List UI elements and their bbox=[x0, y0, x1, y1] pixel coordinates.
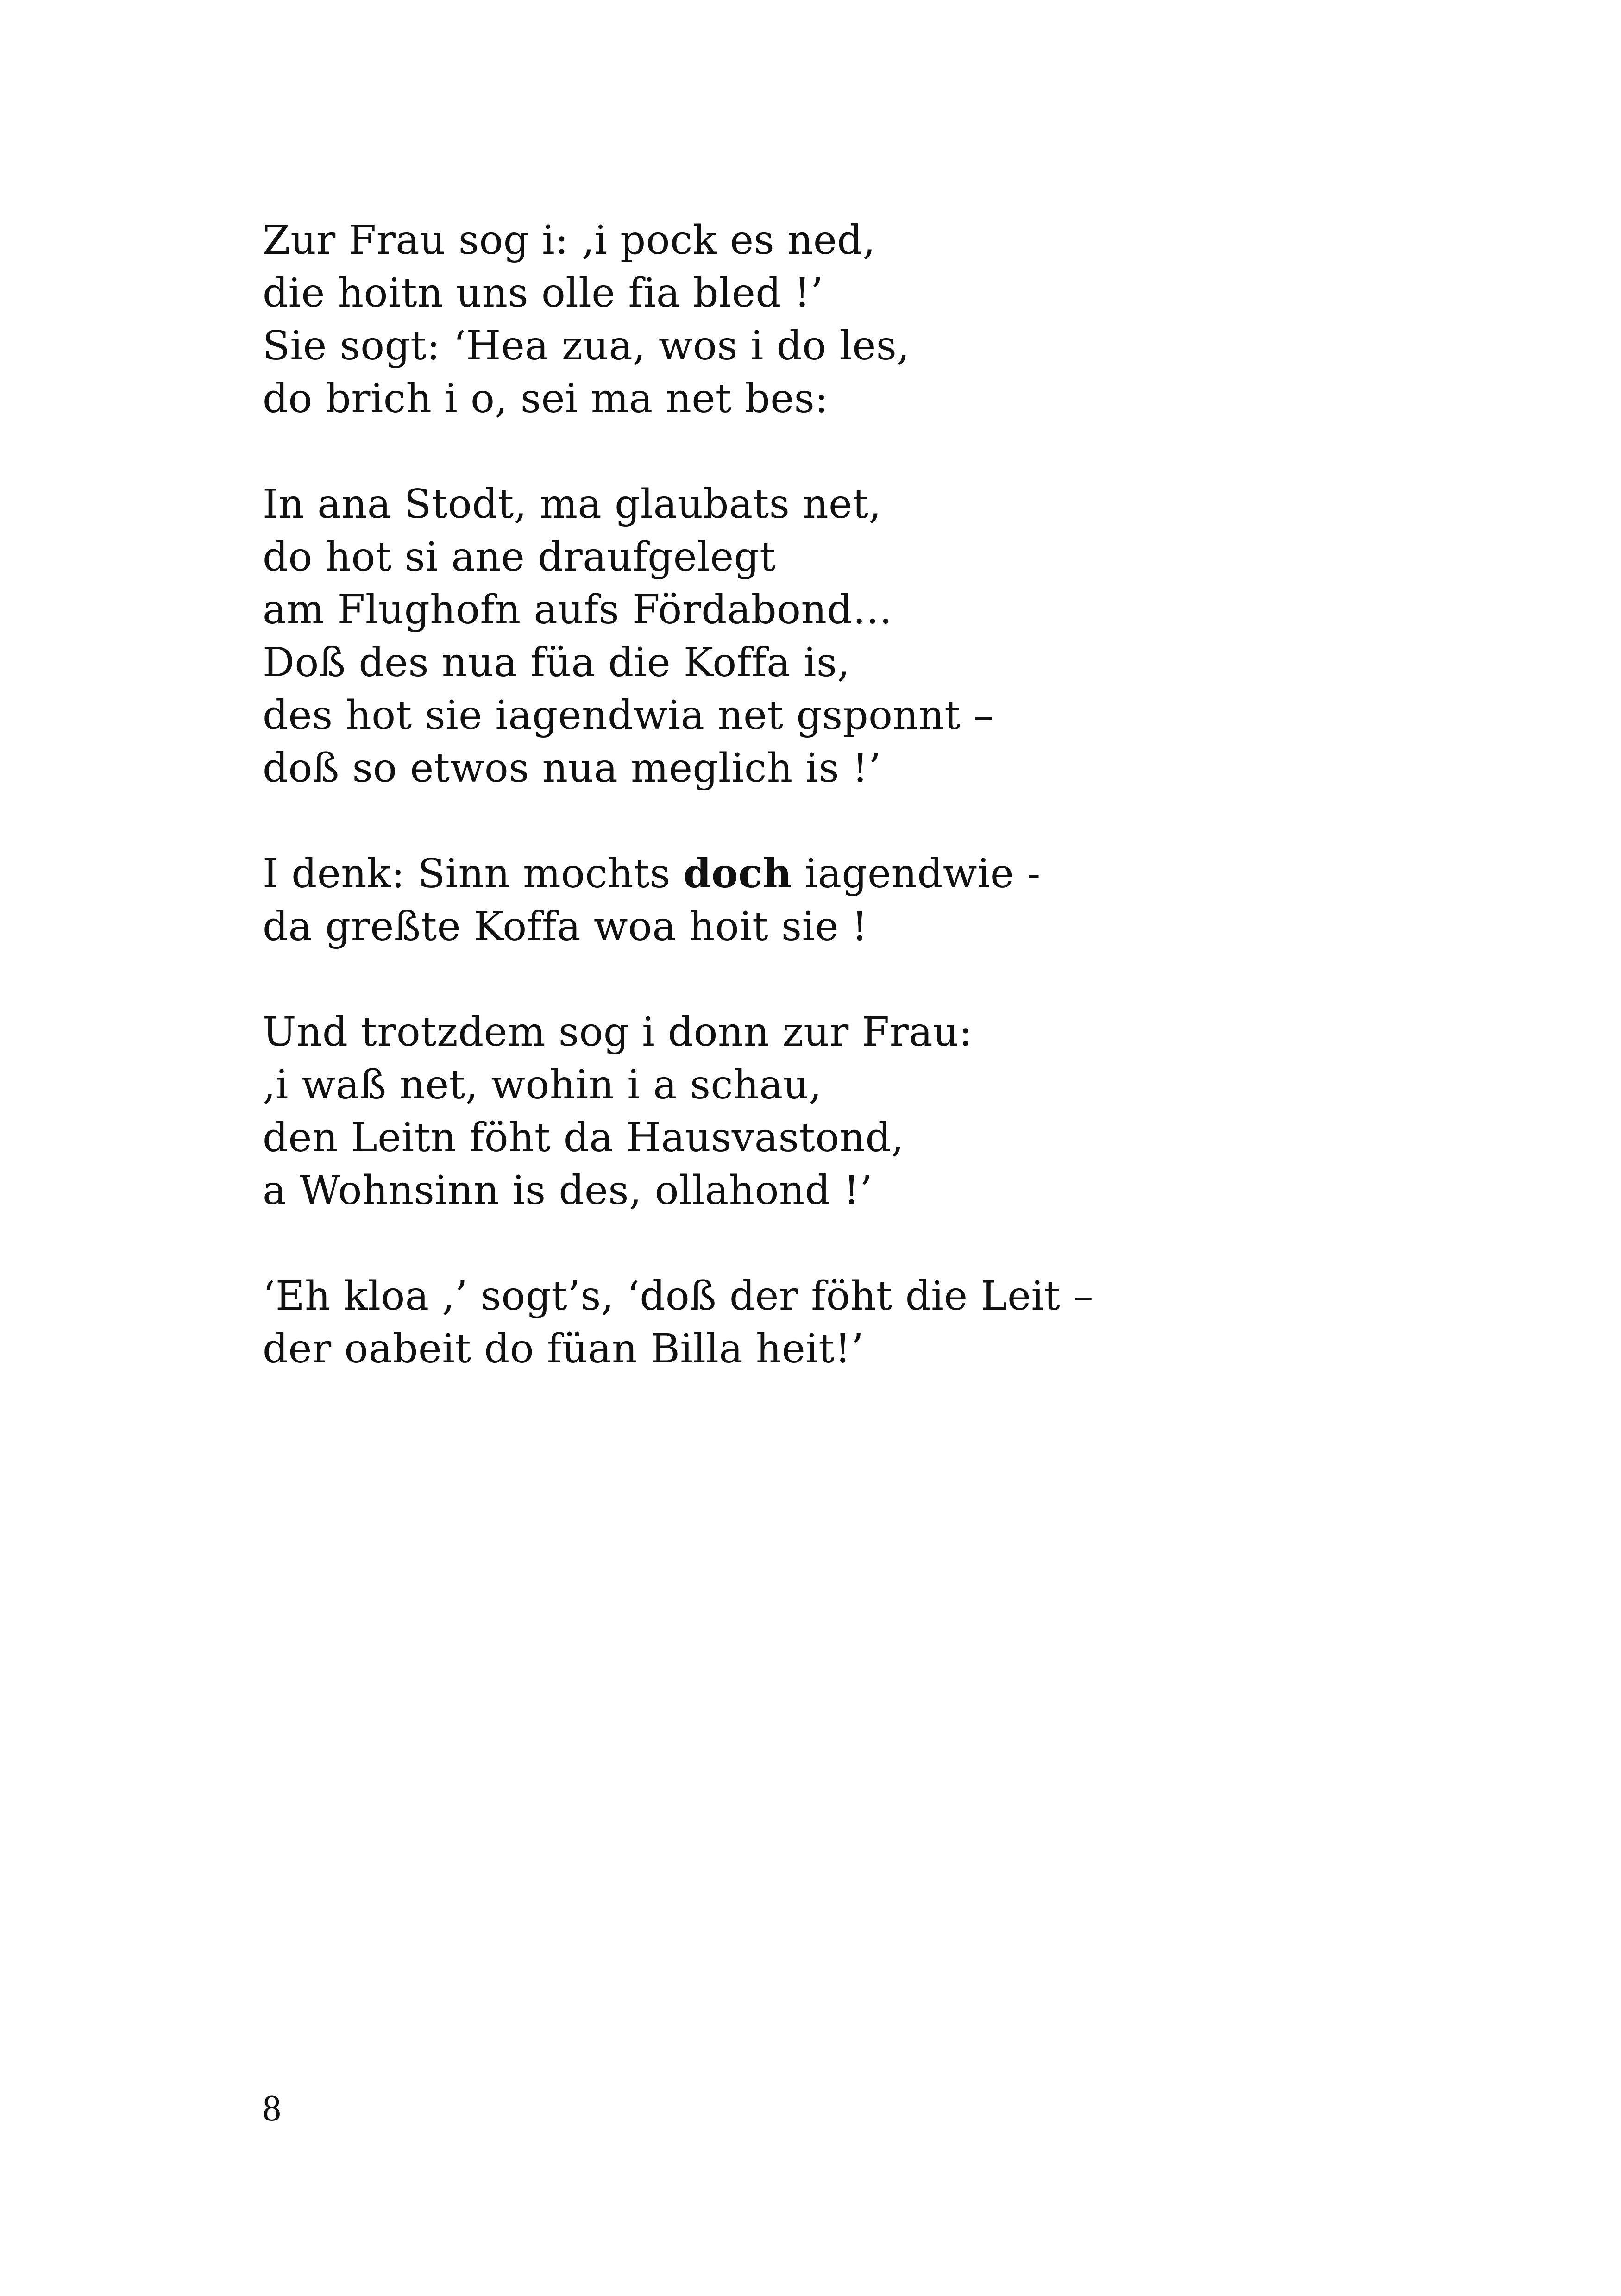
poem-line: do brich i o, sei ma net bes: bbox=[263, 376, 829, 422]
stanza-2 bbox=[263, 478, 1467, 795]
page-number: 8 bbox=[263, 2088, 281, 2129]
poem-line: da greßte Koffa woa hoit sie ! bbox=[263, 903, 868, 950]
poem-line: am Flughofn aufs Fördabond… bbox=[263, 587, 893, 633]
poem-line: Zur Frau sog i: ‚i pock es ned, bbox=[263, 217, 876, 263]
stanza-3 bbox=[263, 847, 1467, 953]
poem-line: doß so etwos nua meglich is !’ bbox=[263, 745, 881, 791]
stanza-1 bbox=[263, 214, 1467, 425]
poem-line: In ana Stodt, ma glaubats net, bbox=[263, 481, 882, 527]
poem-line: Doß des nua füa die Koffa is, bbox=[263, 640, 850, 686]
poem-line: Und trotzdem sog i donn zur Frau: bbox=[263, 1009, 973, 1055]
emphasized-word: doch bbox=[683, 850, 792, 897]
line-text-before: I denk: Sinn mochts bbox=[263, 851, 684, 897]
stanza-4 bbox=[263, 1006, 1467, 1217]
poem-line: ‘Eh kloa ,’ sogt’s, ‘doß der föht die Leit – bbox=[263, 1273, 1093, 1319]
poem-line: do hot si ane draufgelegt bbox=[263, 534, 776, 580]
poem-line: des hot sie iagendwia net gsponnt – bbox=[263, 692, 994, 739]
poem-line-with-emphasis bbox=[263, 847, 1467, 900]
poem-line: den Leitn föht da Hausvastond, bbox=[263, 1115, 904, 1161]
poem-line: der oabeit do füan Billa heit!’ bbox=[263, 1326, 864, 1372]
poem-line: ‚i waß net, wohin i a schau, bbox=[263, 1062, 822, 1108]
line-text-after: iagendwie - bbox=[792, 851, 1041, 897]
poem-line: die hoitn uns olle fia bled !’ bbox=[263, 270, 823, 316]
poem-line: Sie sogt: ‘Hea zua, wos i do les, bbox=[263, 323, 910, 369]
poem bbox=[263, 214, 1467, 1428]
stanza-5 bbox=[263, 1270, 1467, 1375]
poem-line: a Wohnsinn is des, ollahond !’ bbox=[263, 1167, 873, 1214]
